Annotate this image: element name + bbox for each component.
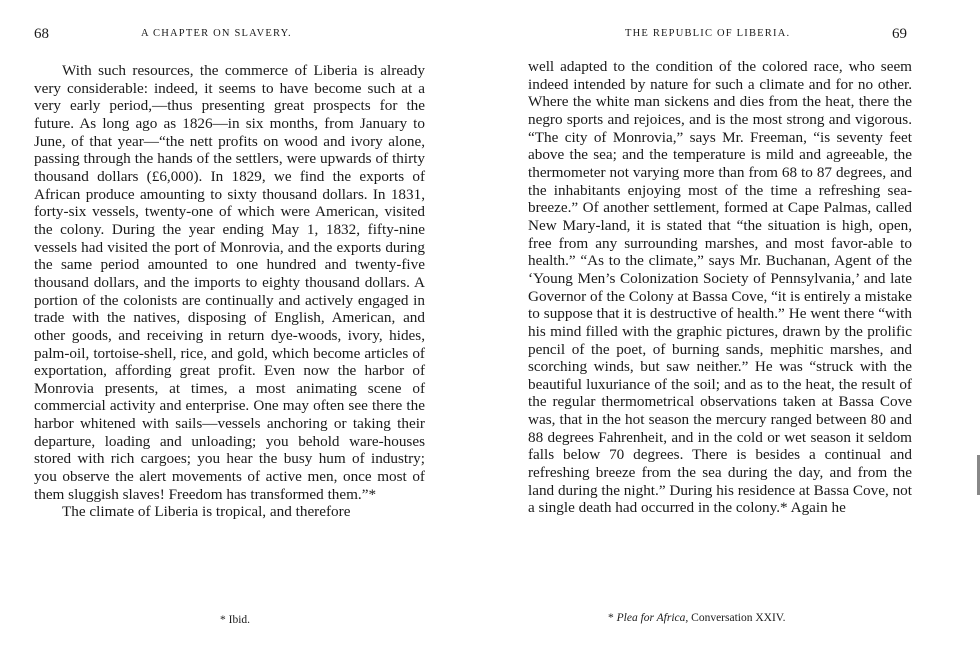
left-page-header <box>0 26 490 46</box>
right-page <box>490 0 980 671</box>
footnote-source-detail: Conversation XXIV. <box>691 612 786 624</box>
page-number: 69 <box>892 26 907 42</box>
footnote-marker: * <box>608 612 614 624</box>
left-page-body <box>34 62 425 521</box>
running-title: A CHAPTER ON SLAVERY. <box>141 28 292 39</box>
right-page-body <box>528 58 912 517</box>
page-number: 68 <box>34 26 49 42</box>
paragraph: well adapted to the condition of the colored race, who seem indeed intended by nature for such a climate and for no other. Where the white man sickens and dies from the heat, there the negro sports and rejoices, and is the most strong and vigorous. “The city of Monrovia,” says Mr. Freeman, “is seventy feet above the sea; and the temperature is mild and agreeable, the thermometer not varying more than from 68 to 87 degrees, and the inhabitants enjoying most of the time a refreshing sea-breeze.” Of another settlement, formed at Cape Palmas, called New Mary-land, it is stated that “the situation is high, open, free from any surrounding marshes, and most favor-able to health.” “As to the climate,” says Mr. Buchanan, Agent of the ‘Young Men’s Colonization Society of Pennsylvania,’ and late Governor of the Colony at Bassa Cove, “it is entirely a mistake to suppose that it is destructive of health.” He went there “with his mind filled with the graphic pictures, drawn by the prolific pencil of the poet, of burning sands, mephitic marshes, and scorching winds, but saw neither.” He was “struck with the beautiful luxuriance of the soil; and as to the heat, the result of the regular thermometrical observations taken at Bassa Cove was, that in the hot season the mercury ranged between 80 and 88 degrees Fahrenheit, and in the cold or wet season it seldom falls below 70 degrees. There is besides a continual and refreshing breeze from the sea during the day, and from the land during the night.” During his residence at Bassa Cove, not a single death had occurred in the colony.* Again he <box>528 58 912 517</box>
paragraph: The climate of Liberia is tropical, and therefore <box>62 503 351 521</box>
footnote: * Ibid. <box>220 614 251 626</box>
paragraph: With such resources, the commerce of Liberia is already very considerable: indeed, it seems to have become such at a very early period,—thus presenting great prospects for the future. As long ago as 1826—in six months, from January to June, of that year—“the nett profits on wood and ivory alone, passing through the hands of the settlers, were upwards of thirty thousand dollars (£6,000). In 1829, we find the exports of African produce amounting to sixty thousand dollars. In 1831, forty-six vessels, twenty-one of which were American, visited the colony. During the year ending May 1, 1832, fifty-nine vessels had visited the port of Monrovia, and the exports during the same period amounted to one hundred and twenty-five thousand dollars, and the imports to eighty thousand dollars. A portion of the colonists are continually and actively engaged in trade with the natives, disposing of English, American, and other goods, and receiving in return dye-woods, ivory, hides, palm-oil, tortoise-shell, rice, and gold, which become articles of exportation, affording great profit. Even now the harbor of Monrovia presents, at times, a most animating scene of commercial activity and enterprise. One may often see there the harbor whitened with sails—vessels anchoring or taking their departure, loading and unloading; you behold ware-houses stored with rich cargoes; you hear the busy hum of industry; you observe the alert movements of active men, once most of them sluggish slaves! Freedom has transformed them.”* <box>34 62 425 503</box>
right-page-header <box>490 26 980 46</box>
running-title: THE REPUBLIC OF LIBERIA. <box>625 28 791 39</box>
footnote-source-title: Plea for Africa, <box>616 612 689 624</box>
footnote <box>608 611 786 625</box>
